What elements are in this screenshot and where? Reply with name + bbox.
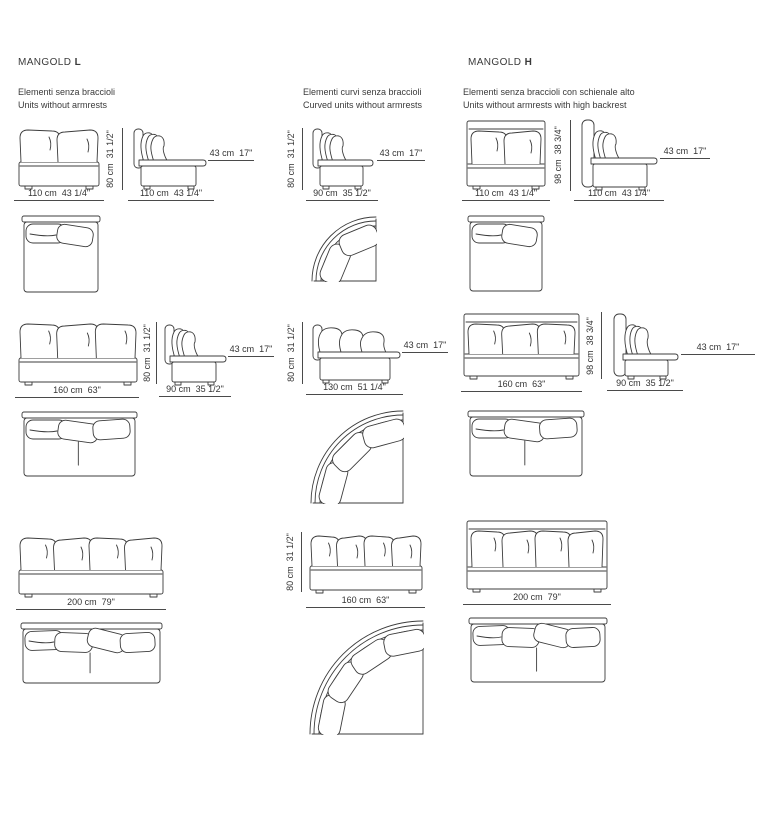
dimension-text: 43 cm 17" <box>696 342 740 352</box>
dimension-text: 80 cm 31 1/2" <box>286 130 297 188</box>
dimension-line <box>14 200 104 201</box>
dimension-line <box>128 200 214 201</box>
curved-160-front-view <box>309 532 423 594</box>
dimension-text: 98 cm 38 3/4" <box>553 126 564 184</box>
l-200-front-view <box>18 534 164 598</box>
curved-130-width-dim <box>306 382 403 395</box>
h-110-height-dim-line <box>570 120 571 191</box>
dimension-text: 130 cm 51 1/4" <box>323 382 386 392</box>
dimension-text: 110 cm 43 1/4" <box>139 188 203 198</box>
dimension-text: 160 cm 63" <box>341 595 390 605</box>
curved-160-plan-view <box>307 616 424 735</box>
h-110-front-view <box>466 119 546 190</box>
h-200-plan-view <box>468 617 608 683</box>
dimension-line <box>461 391 582 392</box>
h-110-depth-dim <box>574 188 664 201</box>
l-200-width-dim <box>16 597 166 610</box>
dimension-text: 200 cm 79" <box>67 597 115 607</box>
curved-90-plan-view <box>305 214 377 282</box>
dimension-text: 160 cm 63" <box>497 379 546 389</box>
h-160-depth-dim <box>607 378 683 391</box>
subtitle-english: Curved units without armrests <box>303 100 423 110</box>
l-110-seat-height-dim <box>208 148 254 161</box>
dimension-line <box>574 200 664 201</box>
h-110-height-dim <box>551 121 565 189</box>
dimension-line <box>463 604 611 605</box>
h-110-plan-view <box>467 215 545 292</box>
l-160-seat-height-dim <box>228 344 274 357</box>
l-160-side-view <box>161 322 228 386</box>
dimension-text: 90 cm 35 1/2" <box>616 378 674 388</box>
dimension-text: 80 cm 31 1/2" <box>105 130 116 188</box>
curved-90-height-dim-line <box>302 128 303 190</box>
curved-130-plan-view <box>306 408 404 504</box>
dimension-line <box>16 609 166 610</box>
curved-90-seat-height-dim <box>377 148 425 161</box>
dimension-text: 110 cm 43 1/4" <box>587 188 651 198</box>
curved-130-side-view <box>309 322 402 384</box>
subtitle-italian: Elementi curvi senza braccioli <box>303 87 422 97</box>
dimension-text: 200 cm 79" <box>513 592 561 602</box>
dimension-line <box>462 200 550 201</box>
dimension-text: 90 cm 35 1/2" <box>166 384 224 394</box>
l-160-height-dim-line <box>156 322 157 384</box>
l-110-width-dim <box>14 188 104 201</box>
dimension-text: 43 cm 17" <box>663 146 707 156</box>
dimension-text: 98 cm 38 3/4" <box>585 317 596 375</box>
variant-letter-l: L <box>74 57 82 68</box>
dimension-text: 43 cm 17" <box>209 148 253 158</box>
mangold-h-subtitle <box>463 86 635 112</box>
h-160-side-view <box>609 312 680 380</box>
h-160-height-dim-line <box>601 312 602 379</box>
h-110-side-view <box>577 118 659 191</box>
dimension-text: 80 cm 31 1/2" <box>285 533 296 591</box>
subtitle-italian: Elementi senza braccioli con schienale alto <box>463 87 635 97</box>
brand-name: MANGOLD <box>468 57 522 68</box>
dimension-line <box>306 200 378 201</box>
subtitle-english: Units without armrests <box>18 100 108 110</box>
h-200-width-dim <box>463 592 611 605</box>
curved-subtitle <box>303 86 422 112</box>
dimension-line <box>681 354 755 355</box>
h-160-plan-view <box>467 410 585 477</box>
dimension-text: 80 cm 31 1/2" <box>286 324 297 382</box>
curved-90-height-dim <box>284 127 298 191</box>
h-110-seat-height-dim <box>660 146 710 159</box>
curved-160-width-dim <box>306 595 425 608</box>
l-160-front-view <box>18 320 138 386</box>
l-200-plan-view <box>20 622 163 684</box>
dimension-text: 43 cm 17" <box>229 344 273 354</box>
curved-130-seat-height-dim <box>402 340 448 353</box>
dimension-text: 43 cm 17" <box>403 340 447 350</box>
subtitle-english: Units without armrests with high backrest <box>463 100 627 110</box>
l-160-height-dim <box>140 321 154 385</box>
dimension-line <box>402 352 448 353</box>
curved-130-height-dim <box>284 321 298 385</box>
h-160-front-view <box>463 312 580 380</box>
l-160-depth-dim <box>159 384 231 397</box>
h-160-height-dim <box>583 313 597 379</box>
dimension-text: 110 cm 43 1/4" <box>474 188 538 198</box>
dimension-line <box>306 607 425 608</box>
l-110-plan-view <box>21 215 101 293</box>
l-110-depth-dim <box>128 188 214 201</box>
dimension-line <box>15 397 139 398</box>
l-110-height-dim-line <box>122 128 123 190</box>
dimension-text: 160 cm 63" <box>53 385 101 395</box>
dimension-text: 110 cm 43 1/4" <box>27 188 91 198</box>
dimension-line <box>159 396 231 397</box>
h-160-seat-height-dim <box>681 342 755 355</box>
curved-160-height-dim-line <box>301 532 302 592</box>
dimension-line <box>377 160 425 161</box>
dimension-line <box>228 356 274 357</box>
mangold-l-title <box>18 57 81 68</box>
dimension-line <box>306 394 403 395</box>
subtitle-italian: Elementi senza braccioli <box>18 87 116 97</box>
brand-name: MANGOLD <box>18 57 72 68</box>
h-200-front-view <box>466 519 608 593</box>
l-160-plan-view <box>21 411 138 477</box>
curved-90-side-view <box>309 126 375 190</box>
h-160-width-dim <box>461 379 582 392</box>
dimension-line <box>607 390 683 391</box>
mangold-l-subtitle <box>18 86 115 112</box>
curved-130-height-dim-line <box>302 322 303 384</box>
dimension-text: 80 cm 31 1/2" <box>142 324 153 382</box>
l-110-front-view <box>18 126 100 190</box>
dimension-text: 43 cm 17" <box>379 148 423 158</box>
h-110-width-dim <box>462 188 550 201</box>
l-110-height-dim <box>103 127 117 191</box>
variant-letter-h: H <box>524 57 533 68</box>
dimension-text: 90 cm 35 1/2" <box>313 188 371 198</box>
dimension-line <box>208 160 254 161</box>
dimension-line <box>660 158 710 159</box>
l-160-width-dim <box>15 385 139 398</box>
l-110-side-view <box>130 126 208 190</box>
mangold-h-title <box>468 57 532 68</box>
curved-160-height-dim <box>283 531 297 593</box>
curved-90-depth-dim <box>306 188 378 201</box>
